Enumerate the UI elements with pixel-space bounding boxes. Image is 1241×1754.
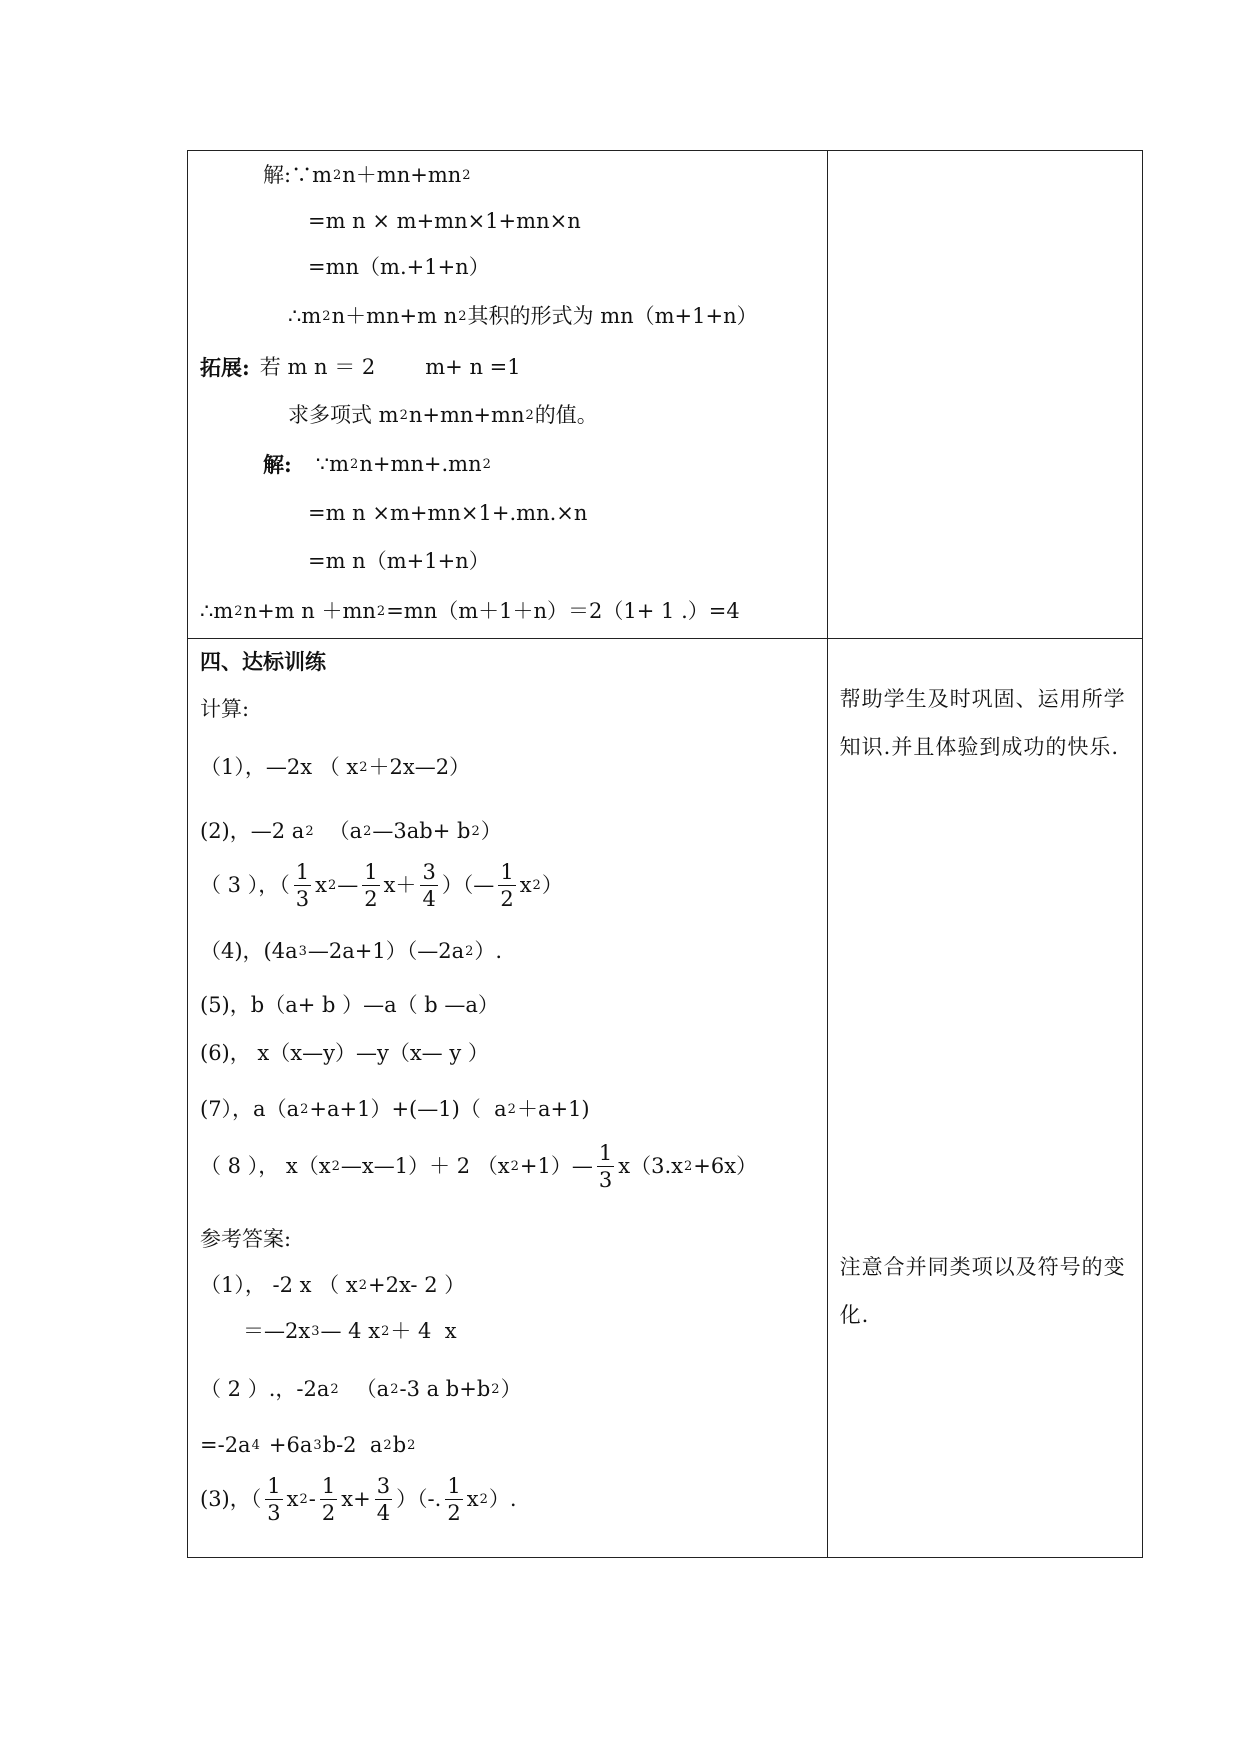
exponent: 2 [507,1102,516,1117]
text: ） [500,1377,522,1401]
text: （ 2 ）.，-2a [200,1377,330,1401]
exponent: 3 [311,1324,320,1339]
exponent: 3 [313,1438,322,1453]
exponent: 2 [300,1102,309,1117]
teaching-note-cell [827,639,1142,1558]
exponent: 2 [491,1382,500,1397]
exponent: 2 [525,408,534,423]
text: ）. [474,939,503,963]
note-consolidation: 帮助学生及时巩固、运用所学知识.并且体验到成功的快乐. [839,687,1126,759]
exponent: 2 [532,878,541,894]
text: ）. [488,1487,517,1512]
solution2-line2: =m n ×m+mn×1+.mn.×n [308,501,588,525]
exponent: 2 [407,1438,416,1453]
empty-note-cell [827,151,1142,639]
answer-1-line2 [243,1321,457,1342]
exponent: 2 [510,1159,519,1175]
text: x [286,1487,299,1512]
exponent: 2 [333,168,342,183]
text: b [392,1433,407,1457]
exponent: 2 [234,604,243,619]
exponent: 2 [381,1324,390,1339]
exponent: 2 [482,457,491,472]
answer-2-line2 [200,1435,416,1456]
exponent: 4 [251,1438,260,1453]
text: n+m n ＋mn [243,599,376,623]
text: n＋mn+m n [331,304,458,328]
text: ）（-. [396,1487,442,1512]
exponent: 2 [305,824,314,839]
fraction-one-third [294,861,311,910]
calc-label: 计算: [200,697,250,721]
text: （ 8 ）， x（x [200,1154,331,1179]
text: 求多项式 m [288,403,399,427]
denominator: 2 [500,887,514,912]
answer-2 [200,1379,522,1400]
text: x [519,873,532,898]
text: —3ab+ b [372,819,471,843]
text: （1），—2x （ x [200,755,359,779]
text: n+mn+.mn [359,452,482,476]
fraction-three-fourths [420,861,437,910]
denominator: 3 [295,887,310,912]
text: ∵m [315,452,350,476]
denominator: 2 [447,1501,461,1526]
text: +6x） [693,1154,758,1179]
denominator: 3 [267,1501,281,1526]
text: m+ n =1 [425,355,521,379]
problem-1 [200,757,470,778]
text: x [315,873,327,898]
problem-7 [200,1099,590,1120]
exponent: 2 [462,168,471,183]
section-title: 四、达标训练 [200,649,326,674]
fraction-one-half [320,1475,337,1524]
solution1-line4 [288,306,758,327]
text: - [308,1487,316,1512]
answer-3 [200,1475,517,1524]
exponent: 2 [383,1438,392,1453]
text: — [337,873,359,898]
problem-3 [200,861,563,910]
problem-4 [200,941,502,962]
exponent: 2 [299,1492,308,1508]
exponent: 2 [363,824,372,839]
text: — 4 x [320,1319,381,1343]
exponent: 2 [479,1492,488,1508]
solution1-line2: =m n × m+mn×1+mn×n [308,209,581,233]
exponent: 3 [298,944,307,959]
fraction-three-fourths [375,1475,392,1524]
problem-8 [200,1142,757,1191]
text: x+ [341,1487,371,1512]
text: （4)，(4a [200,939,298,963]
exponent: 2 [358,1278,367,1293]
text: n+mn+mn [408,403,525,427]
denominator: 2 [364,887,378,912]
text: =-2a [200,1433,251,1457]
text: +6a [268,1433,313,1457]
solution2-line1 [263,454,492,475]
numerator: 1 [265,1475,282,1500]
exponent: 2 [471,824,480,839]
text: ＋ 4 x [390,1319,457,1343]
answer-1 [200,1275,465,1296]
text: ＋2x—2） [368,755,471,779]
denominator: 4 [422,887,436,912]
text: +2x- 2 ） [368,1273,466,1297]
text: +a+1）+(—1)（ a [309,1097,507,1121]
text: ∴m [200,599,234,623]
text: —2a+1）（—2a [307,939,465,963]
exponent: 2 [331,1159,340,1175]
numerator: 3 [375,1475,392,1500]
exponent: 2 [330,1382,339,1397]
fraction-one-third [597,1142,614,1191]
text: ＝—2x [243,1319,311,1343]
exponent: 2 [359,760,368,775]
problem-6: (6)， x（x—y）—y（x— y ） [200,1041,489,1065]
text: +1）— [519,1154,593,1179]
solution-label: 解: [263,452,292,477]
text: （a [355,1377,390,1401]
text: （a [328,819,363,843]
text: ） [480,819,502,843]
exponent: 2 [376,604,386,619]
text: ）（— [441,873,495,898]
numerator: 1 [445,1475,462,1500]
text: 其积的形式为 mn（m+1+n） [467,304,758,328]
text: x（3.x [618,1154,683,1179]
fraction-one-half [362,861,379,910]
text: 解:∵m [263,163,332,187]
text: -3 a b+b [399,1377,491,1401]
text: ＋a+1) [516,1097,590,1121]
exponent: 2 [458,309,467,324]
text: n＋mn+mn [342,163,462,187]
text: =mn（m＋1＋n）＝2（1+ 1 .）=4 [386,599,740,623]
text: b-2 a [322,1433,383,1457]
solution1-line3: =mn（m.+1+n） [308,255,490,279]
text: x＋ [383,873,417,898]
numerator: 1 [320,1475,337,1500]
fraction-one-third [265,1475,282,1524]
denominator: 4 [376,1501,391,1526]
text: (7），a（a [200,1097,300,1121]
text: （ 3 ），（ [200,873,290,898]
text: （1）， -2 x （ x [200,1273,358,1297]
text: 的值。 [534,403,598,427]
problem-2 [200,821,502,842]
exponent: 2 [399,408,408,423]
exponent: 2 [390,1382,399,1397]
solution2-line4 [200,601,740,622]
text: 若 m n ＝ 2 [259,355,376,379]
solution-cell [188,151,828,639]
exponent: 2 [327,878,337,894]
solution1-line1 [263,165,472,186]
exponent: 2 [322,309,331,324]
extension-line [200,357,521,378]
note-attention: 注意合并同类项以及符号的变化. [839,1255,1126,1327]
extension-task [288,405,598,426]
text: ） [541,873,563,898]
exponent: 2 [683,1159,693,1175]
fraction-one-half [498,861,515,910]
solution2-line3: =m n（m+1+n） [308,549,490,573]
exponent: 2 [465,944,474,959]
text: (3)，（ [200,1487,262,1512]
numerator: 1 [294,861,311,886]
denominator: 2 [321,1501,336,1526]
answers-label: 参考答案: [200,1227,292,1251]
extension-label: 拓展: [200,355,250,380]
lesson-table [187,150,1143,1558]
exponent: 2 [350,457,359,472]
numerator: 1 [498,861,515,886]
denominator: 3 [598,1168,613,1193]
problem-5: (5)，b（a+ b ）—a（ b —a） [200,993,499,1017]
fraction-one-half [445,1475,462,1524]
text: (2)，—2 a [200,819,305,843]
numerator: 3 [420,861,437,886]
numerator: 1 [362,861,379,886]
text: —x—1）＋ 2 （x [340,1154,510,1179]
text: x [466,1487,479,1512]
practice-cell [188,639,828,1558]
numerator: 1 [597,1142,614,1167]
text: ∴m [288,304,322,328]
